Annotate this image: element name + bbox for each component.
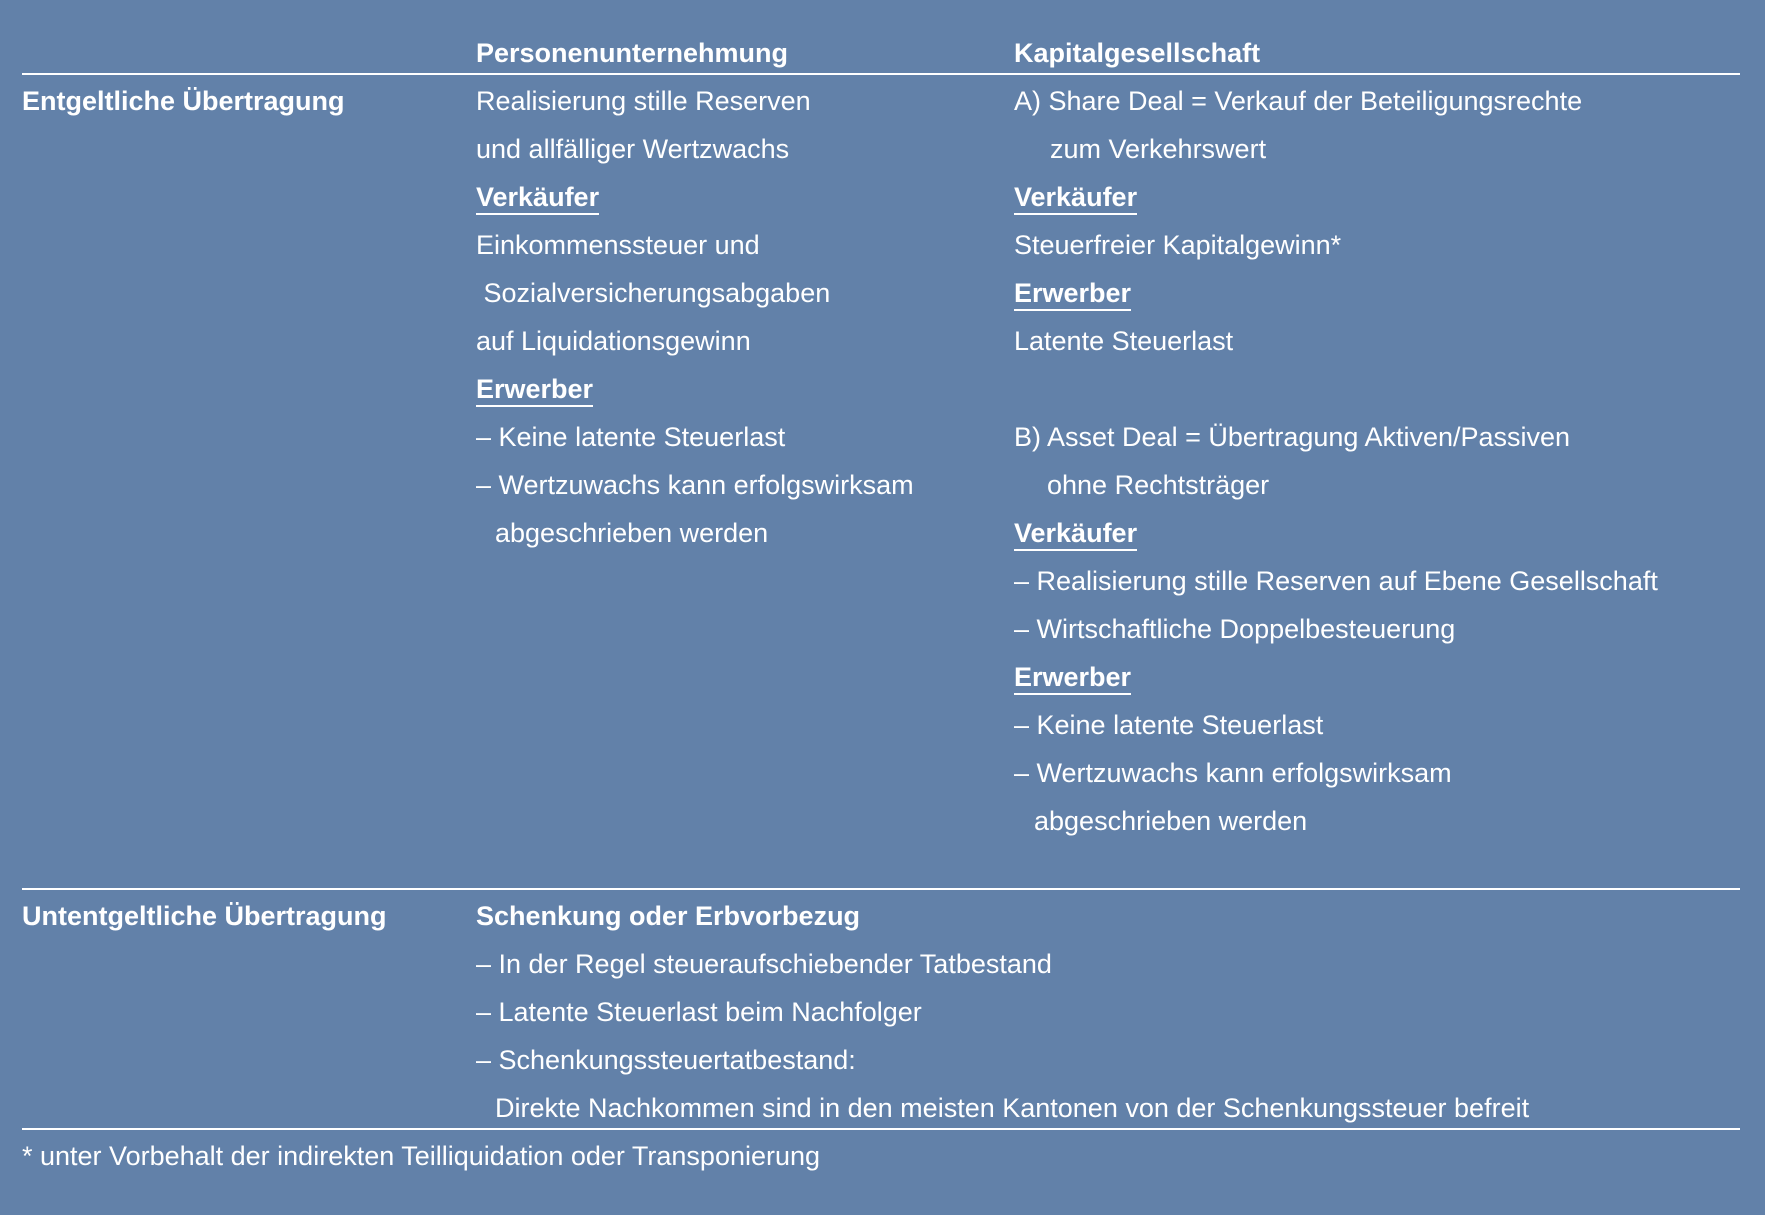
unentgeltlich-line: – Latente Steuerlast beim Nachfolger xyxy=(476,997,922,1027)
header-kapitalgesellschaft: Kapitalgesellschaft xyxy=(1014,38,1261,68)
share-deal-erwerber-line: Latente Steuerlast xyxy=(1014,326,1234,356)
asset-deal-subtitle: ohne Rechtsträger xyxy=(1047,470,1270,500)
asset-deal-verkaeufer-line: – Realisierung stille Reserven auf Ebene Gesellschaft xyxy=(1014,566,1658,596)
header-divider xyxy=(22,73,1740,75)
person-erwerber-line: – Wertzuwachs kann erfolgswirksam xyxy=(476,470,914,500)
asset-deal-erwerber-line: – Wertzuwachs kann erfolgswirksam xyxy=(1014,758,1452,788)
person-verkaeufer-heading: Verkäufer xyxy=(476,184,599,215)
share-deal-title: A) Share Deal = Verkauf der Beteiligungsrechte xyxy=(1014,86,1583,116)
row-label-entgeltlich: Entgeltliche Übertragung xyxy=(22,86,345,116)
person-verkaeufer-line: Sozialversicherungsabgaben xyxy=(476,278,831,308)
share-deal-subtitle: zum Verkehrswert xyxy=(1050,134,1267,164)
asset-deal-title: B) Asset Deal = Übertragung Aktiven/Passiven xyxy=(1014,422,1571,452)
section-divider xyxy=(22,888,1740,890)
person-erwerber-line: – Keine latente Steuerlast xyxy=(476,422,786,452)
asset-deal-erwerber-line: – Keine latente Steuerlast xyxy=(1014,710,1324,740)
asset-deal-erwerber-heading: Erwerber xyxy=(1014,664,1131,695)
row-label-unentgeltlich: Untentgeltliche Übertragung xyxy=(22,901,387,931)
unentgeltlich-heading: Schenkung oder Erbvorbezug xyxy=(476,901,861,931)
asset-deal-erwerber-line: abgeschrieben werden xyxy=(1034,806,1308,836)
unentgeltlich-line: – Schenkungssteuertatbestand: xyxy=(476,1045,856,1075)
person-erwerber-line: abgeschrieben werden xyxy=(495,518,769,548)
person-erwerber-heading: Erwerber xyxy=(476,376,593,407)
person-line: Realisierung stille Reserven xyxy=(476,86,811,116)
unentgeltlich-line: – In der Regel steueraufschiebender Tatbestand xyxy=(476,949,1052,979)
person-verkaeufer-line: Einkommenssteuer und xyxy=(476,230,760,260)
share-deal-verkaeufer-line: Steuerfreier Kapitalgewinn* xyxy=(1014,230,1342,260)
asset-deal-verkaeufer-heading: Verkäufer xyxy=(1014,520,1137,551)
share-deal-erwerber-heading: Erwerber xyxy=(1014,280,1131,311)
header-personenunternehmung: Personenunternehmung xyxy=(476,38,789,68)
person-verkaeufer-line: auf Liquidationsgewinn xyxy=(476,326,751,356)
footnote: * unter Vorbehalt der indirekten Teilliquidation oder Transponierung xyxy=(22,1141,821,1171)
unentgeltlich-line: Direkte Nachkommen sind in den meisten Kantonen von der Schenkungssteuer befreit xyxy=(495,1093,1530,1123)
asset-deal-verkaeufer-line: – Wirtschaftliche Doppelbesteuerung xyxy=(1014,614,1456,644)
person-line: und allfälliger Wertzwachs xyxy=(476,134,790,164)
share-deal-verkaeufer-heading: Verkäufer xyxy=(1014,184,1137,215)
footer-divider xyxy=(22,1128,1740,1130)
